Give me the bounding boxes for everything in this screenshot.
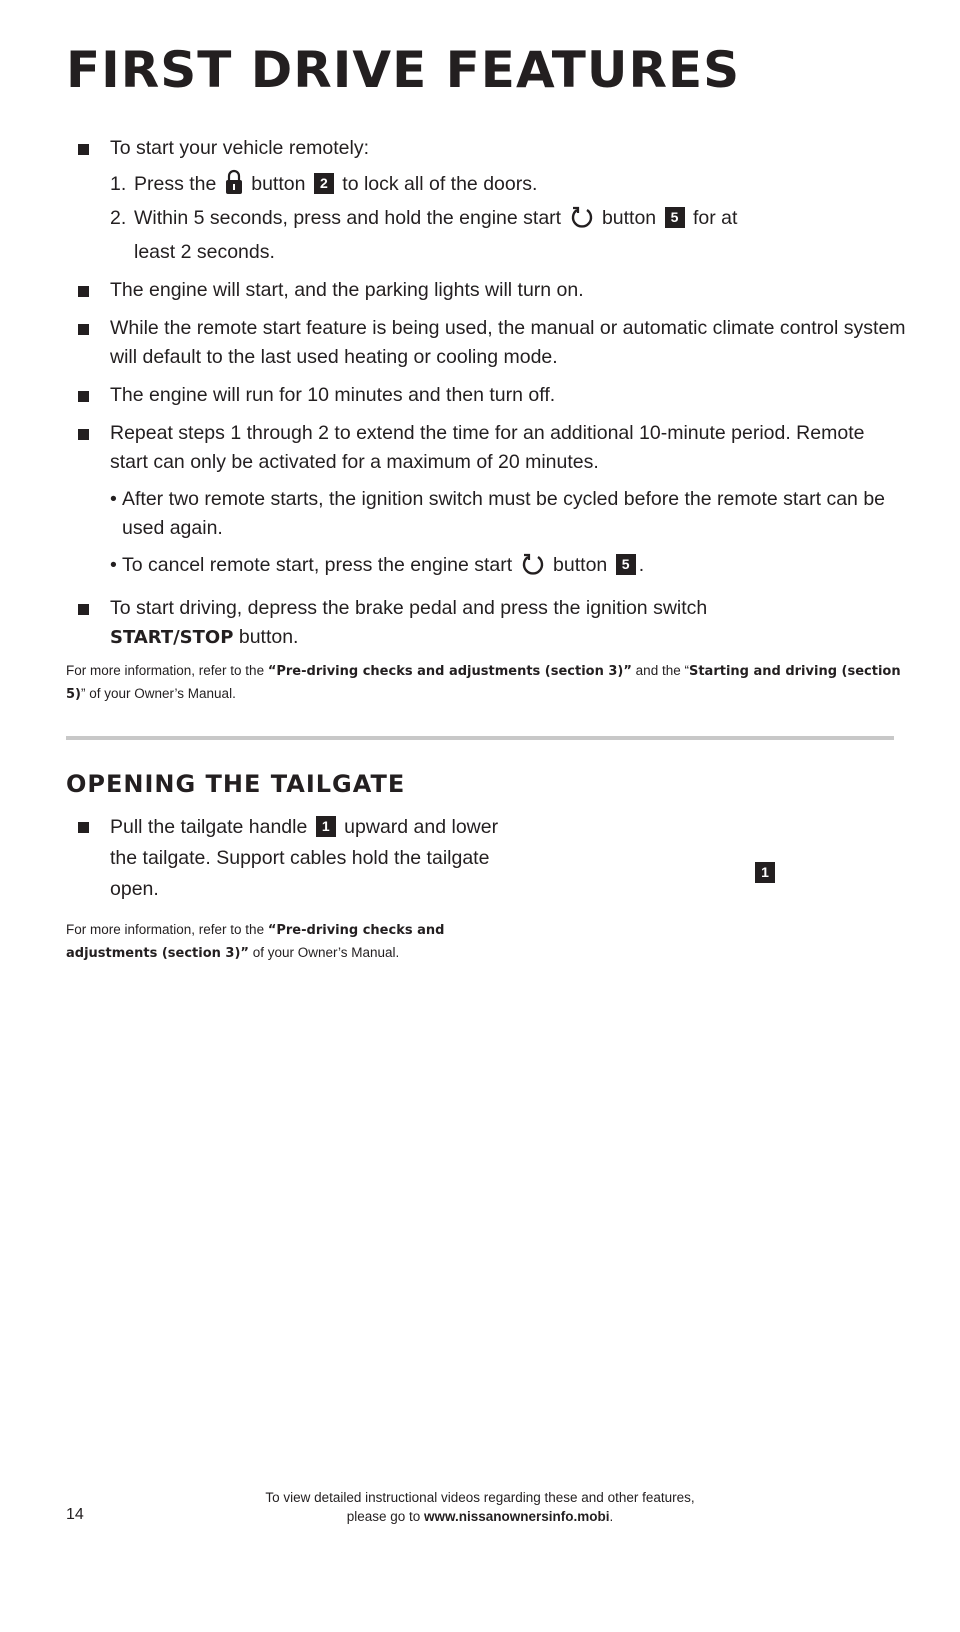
bullet-square-icon: [78, 324, 89, 335]
bullet-square-icon: [78, 144, 89, 155]
list-item: The engine will run for 10 minutes and then turn off.: [66, 381, 906, 410]
remote-start-section: [66, 134, 906, 706]
callout-badge: 5: [665, 207, 685, 228]
list-item: To start driving, depress the brake pedal and press the ignition switch START/STOP button.: [66, 594, 906, 652]
sub-list-item: • To cancel remote start, press the engine start button 5 .: [66, 551, 906, 585]
lock-icon: [225, 169, 243, 204]
callout-badge: 5: [616, 554, 636, 575]
callout-badge: 1: [755, 862, 775, 883]
list-item: While the remote start feature is being used, the manual or automatic climate control system will default to the last used heating or cooling mode.: [66, 314, 906, 372]
bullet-square-icon: [78, 822, 89, 833]
owners-manual-note: For more information, refer to the “Pre-driving checks and adjustments (section 3)” of your Owner’s Manual.: [66, 922, 445, 961]
step-2: 2. Within 5 seconds, press and hold the engine start button 5 for at least 2 seconds.: [110, 207, 738, 263]
tailgate-section: [66, 812, 516, 965]
engine-start-icon: [521, 552, 545, 585]
list-item: The engine will start, and the parking lights will turn on.: [66, 276, 906, 305]
page-number: 14: [66, 1506, 84, 1523]
page-title: FIRST DRIVE FEATURES: [66, 41, 741, 99]
sub-list-item: • After two remote starts, the ignition switch must be cycled before the remote start can be used again.: [110, 488, 886, 539]
bullet-square-icon: [78, 286, 89, 297]
tailgate-image: [540, 762, 900, 1102]
owners-manual-note: For more information, refer to the “Pre-driving checks and adjustments (section 3)” and the “Starting and driving (section 5)” of your Owner’s Manual.: [66, 663, 901, 702]
callout-badge: 2: [314, 173, 334, 194]
image-callout: [752, 862, 778, 884]
bullet-square-icon: [78, 604, 89, 615]
website-link[interactable]: www.nissanownersinfo.mobi: [424, 1509, 610, 1524]
step-1: 1. Press the button 2 to lock all of the doors.: [110, 169, 906, 204]
footer: To view detailed instructional videos regarding these and other features, please go to www.nissanownersinfo.mobi.: [265, 1490, 695, 1524]
callout-badge: 1: [316, 816, 336, 837]
list-item: Repeat steps 1 through 2 to extend the time for an additional 10-minute period. Remote start can only be activated for a maximum of 20 minutes.: [66, 419, 906, 477]
remote-start-intro: To start your vehicle remotely:: [110, 137, 370, 159]
section-title: OPENING THE TAILGATE: [66, 770, 406, 798]
section-divider: [66, 736, 894, 740]
list-item: Pull the tailgate handle 1 upward and lower the tailgate. Support cables hold the tailgate open.: [66, 812, 516, 905]
bullet-square-icon: [78, 429, 89, 440]
list-item: [66, 134, 906, 163]
bullet-square-icon: [78, 391, 89, 402]
engine-start-icon: [570, 205, 594, 238]
